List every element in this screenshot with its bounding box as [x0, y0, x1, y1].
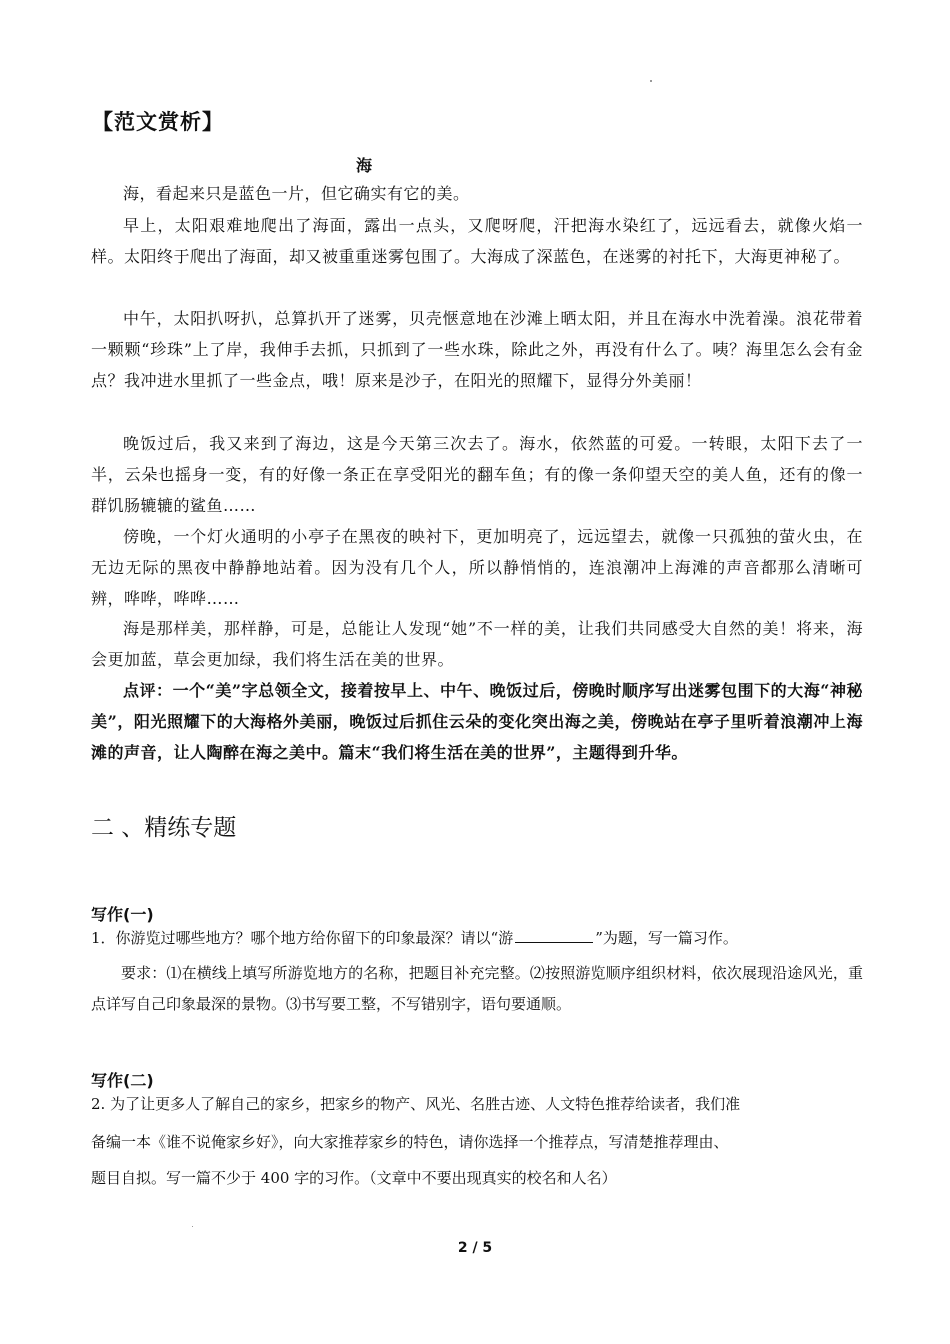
essay-paragraph-6: 海是那样美，那样静，可是，总能让人发现“她”不一样的美，让我们共同感受大自然的美！将来，海会更加蓝，草会更加绿，我们将生活在美的世界。 [91, 619, 863, 669]
writing1-question-before: 1．你游览过哪些地方？哪个地方给你留下的印象最深？请以“游 [91, 929, 514, 947]
writing2-line-2: 备编一本《谁不说俺家乡好》，向大家推荐家乡的特色，请你选择一个推荐点，写清楚推荐理由、 [91, 1133, 729, 1151]
page-number: 2 / 5 [457, 1240, 493, 1256]
essay-paragraph-5: 傍晚，一个灯火通明的小亭子在黑夜的映衬下，更加明亮了，远远望去，就像一只孤独的萤火虫，在无边无际的黑夜中静静地站着。因为没有几个人，所以静悄悄的，连浪潮冲上海滩的声音都那么清晰可辨，哗哗，哗哗…… [91, 527, 863, 608]
essay-paragraph-2: 早上，太阳艰难地爬出了海面，露出一点头，又爬呀爬，汗把海水染红了，远远看去，就像火焰一样。太阳终于爬出了海面，却又被重重迷雾包围了。大海成了深蓝色，在迷雾的衬托下，大海更神秘了。 [91, 216, 863, 266]
writing1-requirements: 要求：⑴在横线上填写所游览地方的名称，把题目补充完整。⑵按照游览顺序组织材料，依次展现沿途风光，重点详写自己印象最深的景物。⑶书写要工整，不写错别字，语句要通顺。 [91, 964, 863, 1013]
essay-comment: 点评：一个“美”字总领全文，接着按早上、中午、晚饭过后，傍晚时顺序写出迷雾包围下的大海“神秘美”，阳光照耀下的大海格外美丽，晚饭过后抓住云朵的变化突出海之美，傍晚站在亭子里听着浪潮冲上海滩的声音，让人陶醉在海之美中。篇末“我们将生活在美的世界”，主题得到升华。 [91, 681, 863, 762]
writing2-line-3: 题目自拟。写一篇不少于 400 字的习作。（文章中不要出现真实的校名和人名） [91, 1169, 617, 1187]
essay-paragraph-4: 晚饭过后，我又来到了海边，这是今天第三次去了。海水，依然蓝的可爱。一转眼，太阳下去了一半，云朵也摇身一变，有的好像一条正在享受阳光的翻车鱼；有的像一条仰望天空的美人鱼，还有的像一群饥肠辘辘的鲨鱼…… [91, 434, 863, 515]
part-two-title: 二 、精练专题 [91, 815, 237, 841]
writing1-question-after: ”为题，写一篇习作。 [595, 929, 738, 947]
section-title: 【范文赏析】 [92, 110, 224, 134]
essay-paragraph-3: 中午，太阳扒呀扒，总算扒开了迷雾，贝壳惬意地在沙滩上晒太阳，并且在海水中洗着澡。浪花带着一颗颗“珍珠”上了岸，我伸手去抓，只抓到了一些水珠，除此之外，再没有什么了。咦？海里怎么会有金点？我冲进水里抓了一些金点，哦！原来是沙子，在阳光的照耀下，显得分外美丽！ [91, 309, 863, 390]
essay-title: 海 [356, 156, 373, 175]
writing2-line-1: 2. 为了让更多人了解自己的家乡，把家乡的物产、风光、名胜古迹、人文特色推荐给读者，我们准 [91, 1095, 741, 1113]
writing1-heading: 写作(一) [91, 905, 154, 924]
speck-mark [192, 1226, 193, 1227]
writing1-question [91, 923, 863, 954]
writing2-heading: 写作(二) [91, 1071, 154, 1090]
title-blank-line [515, 928, 593, 943]
speck-mark [650, 80, 652, 82]
essay-paragraph-1: 海，看起来只是蓝色一片，但它确实有它的美。 [123, 184, 470, 203]
